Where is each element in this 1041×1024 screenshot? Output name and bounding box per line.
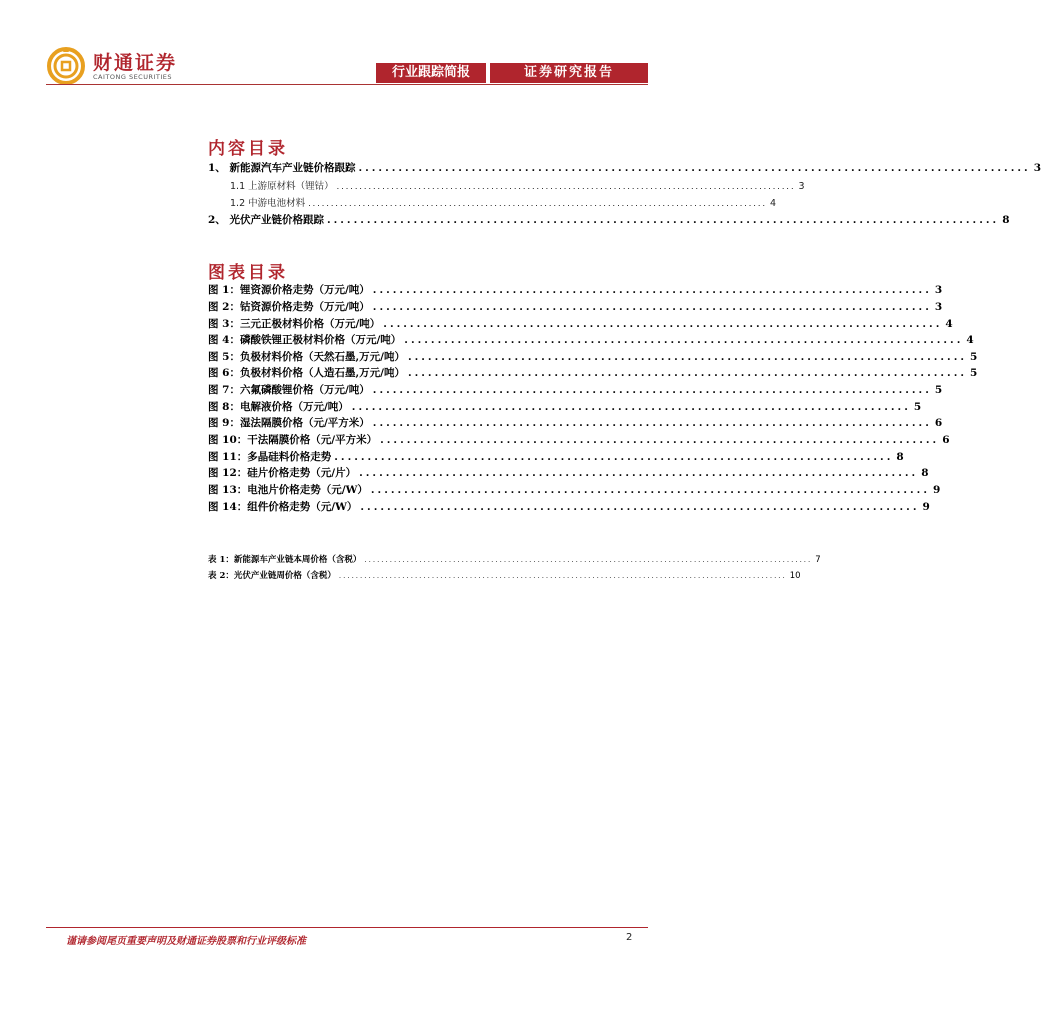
leader-dots: ..................................................................................................... <box>308 199 767 208</box>
page-number: 2 <box>626 932 633 943</box>
leader-dots: .......................................................................................................... <box>364 556 813 564</box>
contents-title: 内容目录 <box>208 139 288 159</box>
figure-entry[interactable] <box>208 415 943 431</box>
figure-entry-page: 8 <box>921 467 929 479</box>
figures-title: 图表目录 <box>208 263 288 283</box>
figure-entry-page: 9 <box>922 501 930 513</box>
table-entry-label: 表 1：新能源车产业链本周价格（含税） <box>208 555 362 565</box>
figure-entry[interactable] <box>208 432 950 448</box>
figure-entry-page: 5 <box>970 367 978 379</box>
leader-dots: .................................................................................... <box>407 351 968 363</box>
figure-entry-label: 图 3：三元正极材料价格（万元/吨） <box>208 318 381 330</box>
caitong-logo-icon <box>46 46 86 86</box>
brand-name-en: CAITONG SECURITIES <box>93 73 173 81</box>
toc-entry[interactable] <box>208 160 1041 176</box>
header-divider <box>46 84 648 85</box>
figure-entry-label: 图 5：负极材料价格（天然石墨,万元/吨） <box>208 351 405 363</box>
figure-entry[interactable] <box>208 299 943 315</box>
figure-entry[interactable] <box>208 399 922 415</box>
leader-dots: .................................................................................... <box>404 334 964 346</box>
brand-name-cn: 财通证券 <box>93 52 178 74</box>
leader-dots: .................................................................................... <box>359 467 919 479</box>
footer-divider <box>46 927 648 928</box>
figure-entry-page: 5 <box>970 351 978 363</box>
figure-entry[interactable] <box>208 349 978 365</box>
leader-dots: ..................................................................................................... <box>326 214 1000 226</box>
figure-entry-page: 3 <box>934 301 943 313</box>
leader-dots: .................................................................................... <box>372 284 932 296</box>
leader-dots: .................................................................................... <box>334 451 894 463</box>
leader-dots: ..................................................................................................... <box>336 182 796 191</box>
toc-entry-label: 2、 光伏产业链价格跟踪 <box>208 214 324 226</box>
figure-entry-page: 3 <box>934 284 943 296</box>
figure-entry-label: 图 11：多晶硅料价格走势 <box>208 451 332 463</box>
figure-entry[interactable] <box>208 332 974 348</box>
figure-entry[interactable] <box>208 482 941 498</box>
table-entry-label: 表 2：光伏产业链周价格（含税） <box>208 571 336 581</box>
toc-entry-page: 8 <box>1002 214 1010 226</box>
table-entry[interactable] <box>208 569 801 582</box>
toc-entry-label: 1.1 上游原材料（锂钴） <box>230 181 334 192</box>
footer-disclaimer: 谨请参阅尾页重要声明及财通证券股票和行业评级标准 <box>66 936 306 947</box>
figure-entry-page: 4 <box>966 334 974 346</box>
figure-entry[interactable] <box>208 316 953 332</box>
leader-dots: .......................................................................................................... <box>338 572 787 580</box>
figure-entry[interactable] <box>208 282 943 298</box>
figure-entry-label: 图 13：电池片价格走势（元/W） <box>208 484 368 496</box>
figure-entry-label: 图 14：组件价格走势（元/W） <box>208 501 358 513</box>
leader-dots: .................................................................................... <box>372 301 932 313</box>
table-entry[interactable] <box>208 553 821 566</box>
research-report-tag: 证券研究报告 <box>490 63 648 83</box>
figure-entry-page: 6 <box>942 434 950 446</box>
leader-dots: .................................................................................... <box>383 318 943 330</box>
toc-entry-label: 1.2 中游电池材料 <box>230 198 306 209</box>
figure-entry-label: 图 6：负极材料价格（人造石墨,万元/吨） <box>208 367 405 379</box>
leader-dots: .................................................................................... <box>351 401 911 413</box>
toc-entry-page: 3 <box>1033 162 1041 174</box>
figure-entry[interactable] <box>208 382 943 398</box>
figure-entry-label: 图 12：硅片价格走势（元/片） <box>208 467 357 479</box>
figure-entry-page: 9 <box>932 484 941 496</box>
toc-entry-label: 1、 新能源汽车产业链价格跟踪 <box>208 162 356 174</box>
figure-entry-page: 4 <box>945 318 953 330</box>
leader-dots: .................................................................................... <box>360 501 920 513</box>
figure-entry-label: 图 9：湿法隔膜价格（元/平方米） <box>208 417 370 429</box>
figure-entry-label: 图 10：干法隔膜价格（元/平方米） <box>208 434 378 446</box>
figure-entry[interactable] <box>208 449 904 465</box>
table-entry-page: 10 <box>789 571 801 581</box>
page-header <box>0 0 724 90</box>
leader-dots: .................................................................................... <box>370 484 930 496</box>
figure-entry[interactable] <box>208 365 978 381</box>
leader-dots: .................................................................................... <box>380 434 940 446</box>
figure-entry[interactable] <box>208 499 930 515</box>
figure-entry-label: 图 1：锂资源价格走势（万元/吨） <box>208 284 370 296</box>
toc-entry[interactable] <box>208 212 1010 228</box>
figure-entry-label: 图 7：六氟磷酸锂价格（万元/吨） <box>208 384 370 396</box>
figure-entry-label: 图 4：磷酸铁锂正极材料价格（万元/吨） <box>208 334 402 346</box>
leader-dots: .................................................................................... <box>372 417 932 429</box>
report-type-tag: 行业跟踪简报 <box>376 63 486 83</box>
toc-entry[interactable] <box>230 195 777 210</box>
toc-entry-page: 4 <box>769 198 777 209</box>
figure-entry-label: 图 8：电解液价格（万元/吨） <box>208 401 349 413</box>
figure-entry-label: 图 2：钴资源价格走势（万元/吨） <box>208 301 370 313</box>
figure-entry[interactable] <box>208 465 929 481</box>
figure-entry-page: 5 <box>913 401 922 413</box>
toc-entry[interactable] <box>230 178 805 193</box>
toc-entry-page: 3 <box>798 181 805 192</box>
leader-dots: ..................................................................................................... <box>358 162 1031 174</box>
leader-dots: .................................................................................... <box>407 367 968 379</box>
leader-dots: .................................................................................... <box>372 384 932 396</box>
figure-entry-page: 6 <box>934 417 943 429</box>
figure-entry-page: 8 <box>896 451 904 463</box>
table-entry-page: 7 <box>815 555 821 565</box>
figure-entry-page: 5 <box>934 384 943 396</box>
